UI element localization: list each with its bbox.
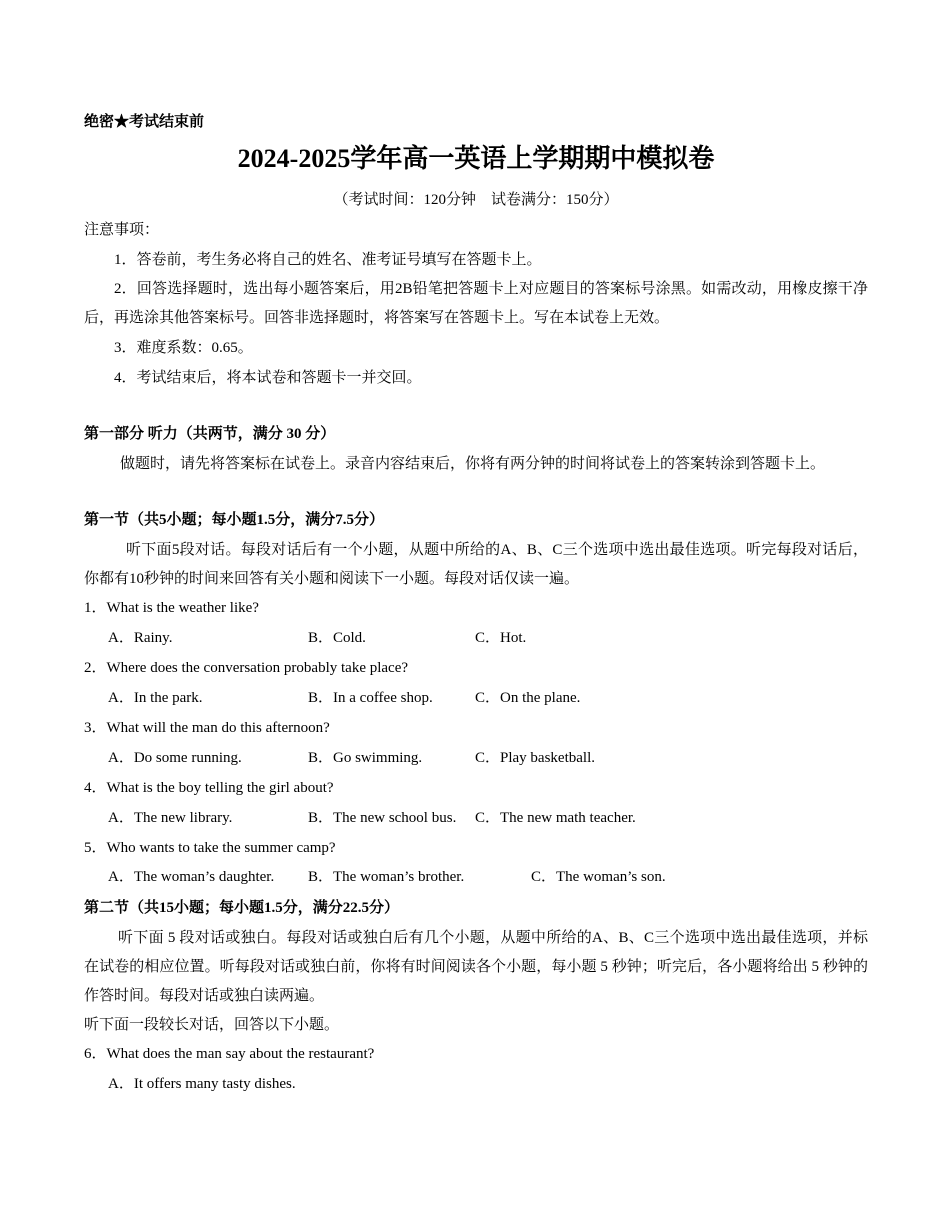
question-3: 3．What will the man do this afternoon? — [84, 720, 330, 736]
page-title: 2024-2025学年高一英语上学期期中模拟卷 — [237, 144, 715, 173]
exam-info: （考试时间：120分钟 试卷满分：150分） — [333, 192, 619, 208]
question-2-option-c: C．On the plane. — [475, 690, 581, 706]
note-item-1: 1．答卷前，考生务必将自己的姓名、准考证号填写在答题卡上。 — [114, 252, 542, 268]
section1-heading: 第一节（共5小题；每小题1.5分，满分7.5分） — [84, 512, 385, 528]
question-2: 2．Where does the conversation probably take place? — [84, 660, 409, 676]
question-5-option-c: C．The woman’s son. — [531, 869, 666, 885]
question-1-option-b: B．Cold. — [308, 630, 366, 646]
note-item-2: 2．回答选择题时，选出每小题答案后，用2B铅笔把答题卡上对应题目的答案标号涂黑。如需改动，用橡皮擦干净后，再选涂其他答案标号。回答非选择题时，将答案写在答题卡上。写在本试卷上无效。 — [84, 281, 868, 326]
question-3-option-c: C．Play basketball. — [475, 750, 595, 766]
question-4-option-a: A．The new library. — [108, 810, 233, 826]
note-item-4: 4．考试结束后，将本试卷和答题卡一并交回。 — [114, 370, 422, 386]
question-6-option-a: A．It offers many tasty dishes. — [108, 1076, 296, 1092]
question-2-option-a: A．In the park. — [108, 690, 203, 706]
question-1: 1．What is the weather like? — [84, 600, 259, 616]
question-3-option-b: B．Go swimming. — [308, 750, 423, 766]
section1-intro: 听下面5段对话。每段对话后有一个小题，从题中所给的A、B、C三个选项中选出最佳选项。听完每段对话后，你都有10秒钟的时间来回答有关小题和阅读下一小题。每段对话仅读一遍。 — [84, 542, 868, 587]
note-item-3: 3．难度系数：0.65。 — [114, 340, 253, 356]
part1-intro: 做题时，请先将答案标在试卷上。录音内容结束后，你将有两分钟的时间将试卷上的答案转涂到答题卡上。 — [120, 456, 826, 472]
question-1-option-c: C．Hot. — [475, 630, 527, 646]
secret-label: 绝密★考试结束前 — [84, 114, 205, 130]
question-5: 5．Who wants to take the summer camp? — [84, 840, 336, 856]
section2-heading: 第二节（共15小题；每小题1.5分，满分22.5分） — [84, 900, 400, 916]
question-6: 6．What does the man say about the restaurant? — [84, 1046, 375, 1062]
section2-intro: 听下面 5 段对话或独白。每段对话或独白后有几个小题，从题中所给的A、B、C三个选项中选出最佳选项，并标在试卷的相应位置。听每段对话或独白前，你将有时间阅读各个小题，每小题 5 秒钟；听完后，各小题将给出 5 秒钟的作答时间。每段对话或独白读两遍。 — [84, 930, 868, 1004]
question-4: 4．What is the boy telling the girl about? — [84, 780, 334, 796]
question-2-option-b: B．In a coffee shop. — [308, 690, 433, 706]
question-3-option-a: A．Do some running. — [108, 750, 242, 766]
question-4-option-c: C．The new math teacher. — [475, 810, 636, 826]
question-5-option-a: A．The woman’s daughter. — [108, 869, 275, 885]
notes-heading: 注意事项： — [84, 222, 160, 238]
question-5-option-b: B．The woman’s brother. — [308, 869, 465, 885]
question-1-option-a: A．Rainy. — [108, 630, 173, 646]
part1-heading: 第一部分 听力（共两节，满分 30 分） — [84, 426, 336, 442]
question-4-option-b: B．The new school bus. — [308, 810, 457, 826]
section2-lead: 听下面一段较长对话，回答以下小题。 — [84, 1017, 340, 1033]
